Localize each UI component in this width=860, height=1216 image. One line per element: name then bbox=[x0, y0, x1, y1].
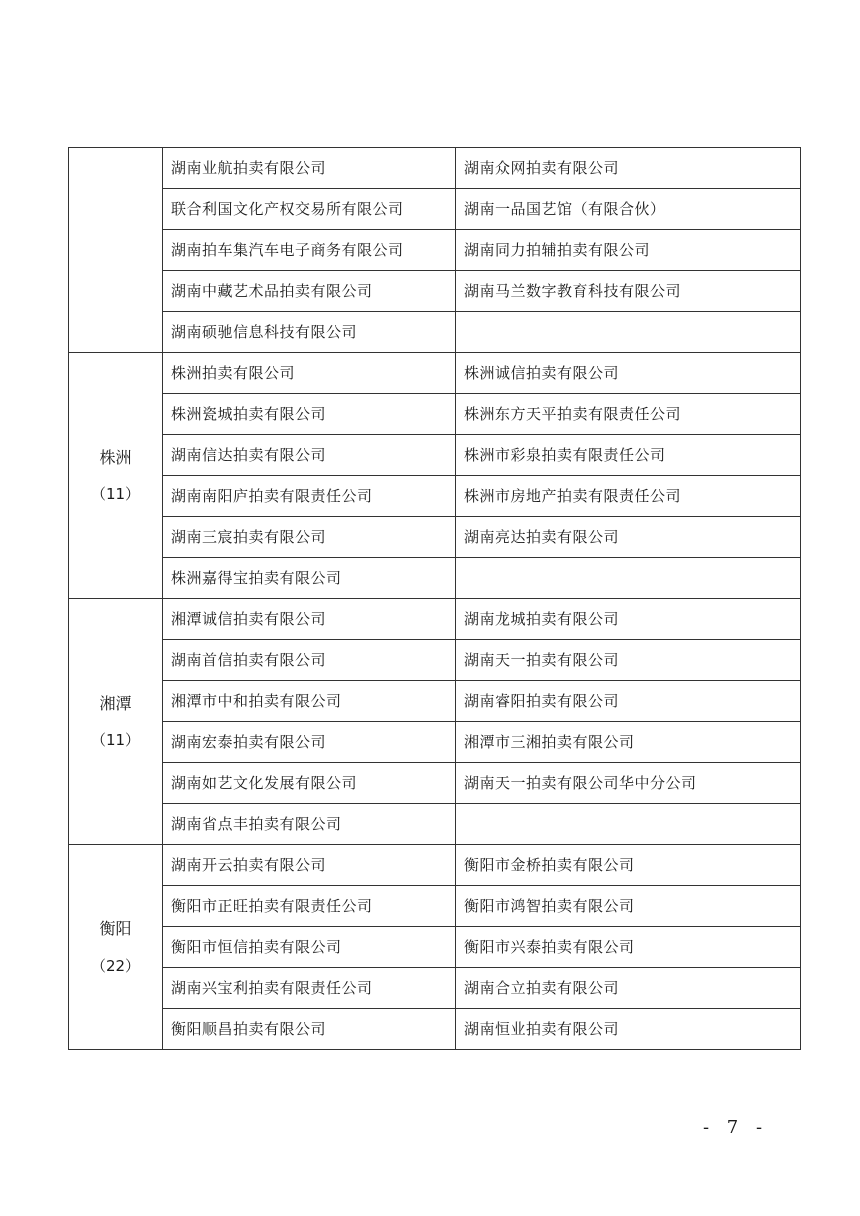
table-row bbox=[69, 763, 801, 804]
region-cell bbox=[69, 845, 163, 1050]
company-name-right: 株洲诚信拍卖有限公司 bbox=[456, 353, 801, 394]
table-row bbox=[69, 476, 801, 517]
table-row bbox=[69, 845, 801, 886]
company-name-left: 湖南开云拍卖有限公司 bbox=[163, 845, 456, 886]
company-name-left: 湖南首信拍卖有限公司 bbox=[163, 640, 456, 681]
company-name-right bbox=[456, 312, 801, 353]
table-row bbox=[69, 271, 801, 312]
region-name: 株洲 bbox=[99, 447, 132, 467]
company-name-left: 湘潭市中和拍卖有限公司 bbox=[163, 681, 456, 722]
company-name-right bbox=[456, 558, 801, 599]
company-name-left: 衡阳市正旺拍卖有限责任公司 bbox=[163, 886, 456, 927]
company-name-right: 株洲东方天平拍卖有限责任公司 bbox=[456, 394, 801, 435]
table-row bbox=[69, 435, 801, 476]
company-name-right: 湘潭市三湘拍卖有限公司 bbox=[456, 722, 801, 763]
company-name-left: 湖南如艺文化发展有限公司 bbox=[163, 763, 456, 804]
region-cell bbox=[69, 148, 163, 353]
company-name-left: 衡阳顺昌拍卖有限公司 bbox=[163, 1009, 456, 1050]
table-row bbox=[69, 394, 801, 435]
table-row bbox=[69, 804, 801, 845]
company-name-left: 湖南硕驰信息科技有限公司 bbox=[163, 312, 456, 353]
company-name-left: 湘潭诚信拍卖有限公司 bbox=[163, 599, 456, 640]
company-name-right: 衡阳市金桥拍卖有限公司 bbox=[456, 845, 801, 886]
company-name-right: 株洲市房地产拍卖有限责任公司 bbox=[456, 476, 801, 517]
company-name-right: 湖南同力拍辅拍卖有限公司 bbox=[456, 230, 801, 271]
company-name-left: 湖南信达拍卖有限公司 bbox=[163, 435, 456, 476]
company-name-left: 衡阳市恒信拍卖有限公司 bbox=[163, 927, 456, 968]
company-name-right: 湖南众网拍卖有限公司 bbox=[456, 148, 801, 189]
company-name-left: 湖南中藏艺术品拍卖有限公司 bbox=[163, 271, 456, 312]
table-row bbox=[69, 189, 801, 230]
company-name-right: 湖南一品国艺馆（有限合伙） bbox=[456, 189, 801, 230]
table-row bbox=[69, 148, 801, 189]
company-name-left: 湖南三宸拍卖有限公司 bbox=[163, 517, 456, 558]
table-row bbox=[69, 558, 801, 599]
auction-company-table bbox=[68, 147, 801, 1050]
company-name-left: 株洲拍卖有限公司 bbox=[163, 353, 456, 394]
table-row bbox=[69, 681, 801, 722]
region-count: （22） bbox=[90, 956, 141, 975]
table-row bbox=[69, 230, 801, 271]
company-name-left: 湖南南阳庐拍卖有限责任公司 bbox=[163, 476, 456, 517]
company-name-left: 湖南业航拍卖有限公司 bbox=[163, 148, 456, 189]
company-name-right: 湖南马兰数字教育科技有限公司 bbox=[456, 271, 801, 312]
table-row bbox=[69, 1009, 801, 1050]
table-row bbox=[69, 517, 801, 558]
company-name-right: 湖南合立拍卖有限公司 bbox=[456, 968, 801, 1009]
table-row bbox=[69, 312, 801, 353]
company-name-right: 湖南天一拍卖有限公司华中分公司 bbox=[456, 763, 801, 804]
table-row bbox=[69, 968, 801, 1009]
region-cell bbox=[69, 353, 163, 599]
company-name-right: 衡阳市鸿智拍卖有限公司 bbox=[456, 886, 801, 927]
region-count: （11） bbox=[90, 485, 141, 504]
company-name-right: 株洲市彩泉拍卖有限责任公司 bbox=[456, 435, 801, 476]
region-count: （11） bbox=[90, 731, 141, 750]
table-row bbox=[69, 886, 801, 927]
page-number: - 7 - bbox=[703, 1117, 769, 1138]
company-name-right: 湖南天一拍卖有限公司 bbox=[456, 640, 801, 681]
region-cell bbox=[69, 599, 163, 845]
table-row bbox=[69, 353, 801, 394]
company-name-right: 湖南睿阳拍卖有限公司 bbox=[456, 681, 801, 722]
company-name-right: 湖南龙城拍卖有限公司 bbox=[456, 599, 801, 640]
company-name-left: 株洲瓷城拍卖有限公司 bbox=[163, 394, 456, 435]
company-name-right: 湖南恒业拍卖有限公司 bbox=[456, 1009, 801, 1050]
table-body bbox=[69, 148, 801, 1050]
table-row bbox=[69, 927, 801, 968]
region-name: 湘潭 bbox=[99, 693, 132, 713]
table-row bbox=[69, 722, 801, 763]
table-row bbox=[69, 599, 801, 640]
company-name-left: 湖南兴宝利拍卖有限责任公司 bbox=[163, 968, 456, 1009]
company-name-left: 联合利国文化产权交易所有限公司 bbox=[163, 189, 456, 230]
company-name-left: 株洲嘉得宝拍卖有限公司 bbox=[163, 558, 456, 599]
company-name-left: 湖南宏泰拍卖有限公司 bbox=[163, 722, 456, 763]
region-name: 衡阳 bbox=[99, 919, 132, 939]
company-name-right bbox=[456, 804, 801, 845]
company-name-right: 衡阳市兴泰拍卖有限公司 bbox=[456, 927, 801, 968]
table-row bbox=[69, 640, 801, 681]
company-name-left: 湖南拍车集汽车电子商务有限公司 bbox=[163, 230, 456, 271]
company-name-right: 湖南亮达拍卖有限公司 bbox=[456, 517, 801, 558]
company-name-left: 湖南省点丰拍卖有限公司 bbox=[163, 804, 456, 845]
